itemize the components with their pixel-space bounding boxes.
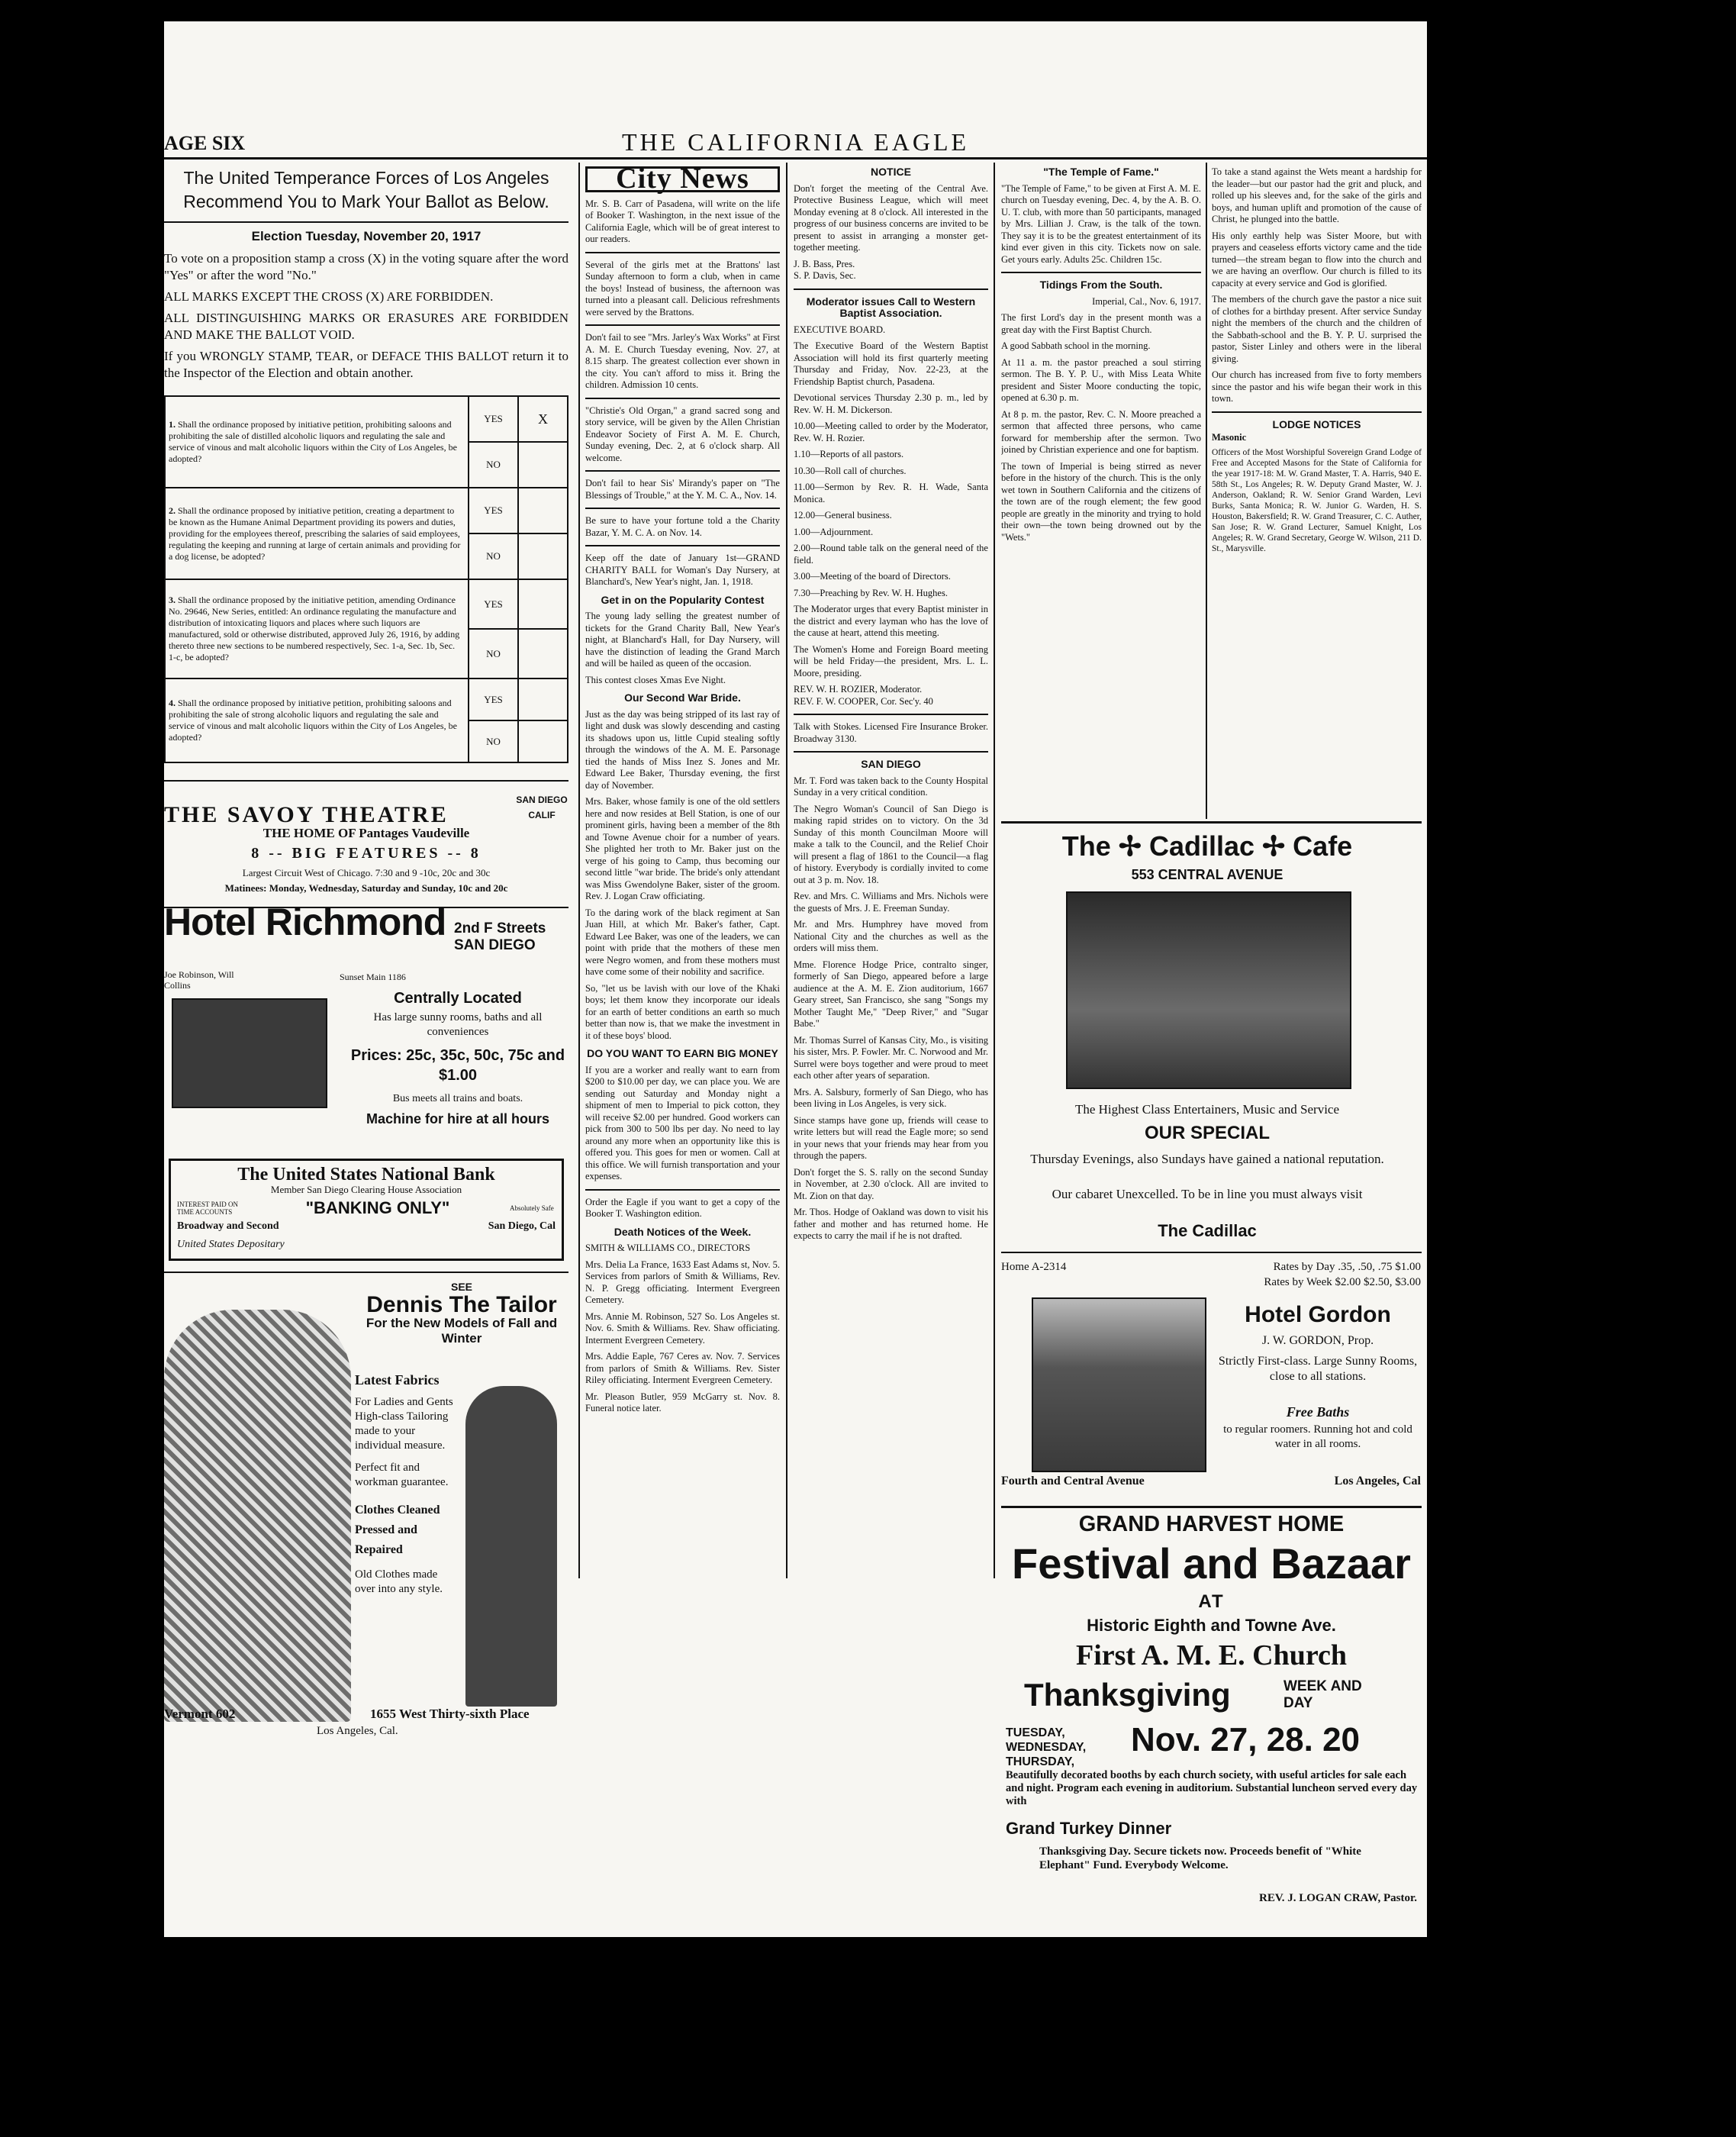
ballot-proposition: [165, 678, 469, 762]
column-divider: [994, 163, 995, 1578]
hotel-gordon-ad: [1001, 1252, 1422, 1504]
ballot-yes: YES: [469, 579, 518, 629]
news-paragraph: At 8 p. m. the pastor, Rev. C. N. Moore preached a sermon that affected three persons, who came forward for membership after the sermon. Two joined by Christian experience and one for baptism.: [1001, 408, 1201, 455]
news-paragraph: Our church has increased from five to forty members since the pastor and his wife began their work in this town.: [1212, 369, 1422, 404]
hotel-richmond-ad: [164, 901, 568, 1143]
page-header: [164, 105, 1427, 159]
temperance-title: The United Temperance Forces of Los Angeles Recommend You to Mark Your Ballot as Below.: [183, 168, 549, 211]
news-paragraph: Be sure to have your fortune told a the Charity Bazar, Y. M. C. A. on Nov. 14.: [585, 515, 780, 538]
divider: [585, 545, 780, 546]
divider: [585, 470, 780, 472]
festival-tickets: Thanksgiving Day. Secure tickets now. Proceeds benefit of "White Elephant" Fund. Everybody Welcome.: [1039, 1845, 1361, 1871]
news-paragraph: Mrs. Delia La France, 1633 East Adams st, Nov. 5. Services from parlors of Smith & Williams, Rev. N. P. Gregg officiating. Interment Evergreen Cemetery.: [585, 1259, 780, 1305]
cadillac-address: 553 CENTRAL AVENUE: [1131, 867, 1283, 882]
hotel-richmond-phone: Sunset Main 1186: [340, 972, 406, 982]
tailor-fit: Perfect fit and workman guarantee.: [355, 1462, 449, 1488]
news-paragraph: "The Temple of Fame," to be given at First A. M. E. church on Tuesday evening, Dec. 4, by the A. B. O. U. T. club, with more than 50 participants, managed by Mrs. Lillian J. Craw, is the talk of the town. They say it is to be the greatest entertainment of its kind ever given in this city. Tickets now on sale. Get yours early. Adults 25c. Children 15c.: [1001, 182, 1201, 265]
news-paragraph: Mrs. Annie M. Robinson, 527 So. Los Angeles st. Nov. 6. Smith & Williams. Rev. Shaw officiating. Interment Evergreen Cemetery.: [585, 1310, 780, 1346]
lodge-subheading: Masonic: [1212, 432, 1247, 443]
divider: [1001, 272, 1201, 273]
cadillac-special: OUR SPECIAL: [1144, 1123, 1270, 1143]
news-paragraph: Keep off the date of January 1st—GRAND CHARITY BALL for Woman's Day Nursery, at Blanchard's, New Year's night, Jan. 1, 1918.: [585, 553, 780, 587]
news-paragraph: SMITH & WILLIAMS CO., DIRECTORS: [585, 1243, 751, 1253]
hotel-richmond-bus: Bus meets all trains and boats.: [392, 1093, 523, 1104]
moderator-headline: Moderator issues Call to Western Baptist Association.: [806, 295, 976, 319]
column-divider: [578, 163, 580, 1578]
hotel-richmond-machine: Machine for hire at all hours: [366, 1111, 550, 1127]
ballot-no: NO: [469, 533, 518, 579]
tailor-city: Los Angeles, Cal.: [317, 1725, 398, 1737]
header-rule: [164, 157, 1427, 160]
news-paragraph: Don't forget the S. S. rally on the second Sunday in November, at 2.30 o'clock. All are invited to Mt. Zion on that day.: [794, 1166, 988, 1201]
tidings-headline: Tidings From the South.: [1039, 279, 1163, 291]
ballot-number: 3.: [169, 595, 176, 605]
hotel-richmond-location: Centrally Located: [394, 990, 522, 1007]
bank-address: Broadway and Second: [177, 1220, 279, 1232]
ballot-instructions: ALL DISTINGUISHING MARKS OR ERASURES ARE FORBIDDEN AND MAKE THE BALLOT VOID.: [164, 311, 568, 342]
cadillac-line4: The Cadillac: [1158, 1221, 1257, 1240]
divider: [1001, 1252, 1422, 1253]
man-illustration: [465, 1386, 557, 1707]
divider: [164, 1272, 568, 1273]
savoy-features: 8 -- BIG FEATURES -- 8: [251, 845, 482, 862]
hotel-richmond-rooms: Has large sunny rooms, baths and all conveniences: [373, 1011, 543, 1038]
bank-depositary: United States Depositary: [177, 1239, 285, 1250]
news-paragraph: Mr. Thomas Surrel of Kansas City, Mo., is visiting his sister, Mrs. P. Fowler. Mr. C. Norwood and Mr. Surrel were boys together and were proud to meet each other after years of separation.: [794, 1034, 988, 1081]
news-paragraph: The Women's Home and Foreign Board meeting will be held Friday—the president, Mrs. L. L. Moore, presiding.: [794, 643, 988, 678]
divider: [585, 398, 780, 399]
festival-thanksgiving: Thanksgiving: [1024, 1677, 1231, 1713]
signature: REV. W. H. ROZIER, Moderator.: [794, 684, 923, 695]
column-divider: [786, 163, 787, 1578]
news-paragraph: 1.10—Reports of all pastors.: [794, 449, 904, 459]
news-paragraph: The Executive Board of the Western Baptist Association will hold its first quarterly meeting Thursday and Friday, Nov. 22-23, at the Friendship Baptist church, Pasadena.: [794, 340, 988, 387]
tailor-old: Old Clothes made over into any style.: [355, 1568, 443, 1595]
news-paragraph: The first Lord's day in the present month was a great day with the First Baptist Church.: [1001, 312, 1201, 335]
dateline: Imperial, Cal., Nov. 6, 1917.: [1092, 295, 1201, 307]
ballot-instructions: If you WRONGLY STAMP, TEAR, or DEFACE THIS BALLOT return it to the Inspector of the Election and obtain another.: [164, 349, 568, 380]
hotel-richmond-owners: Joe Robinson, Will Collins: [164, 969, 234, 991]
ballot-no: NO: [469, 720, 518, 762]
ballot-row: [165, 678, 568, 720]
news-paragraph: So, "let us be lavish with our love of the Khaki boys; let them know they incorporate our ideals for an earth of better conditions an earth so much better than now is, that we make the investment in it of these boys' blood.: [585, 982, 780, 1041]
ballot-yes: YES: [469, 678, 518, 720]
news-paragraph: The young lady selling the greatest number of tickets for the Grand Charity Ball, New Year's night, at Blanchard's Hall, for Day Nursery, will have the distinction of leading the Grand March and will be hailed as queen of the occasion.: [585, 611, 780, 669]
ballot-proposition-text: Shall the ordinance proposed by initiative petition, prohibiting saloons and prohibiting the sale of distilled alcoholic liquors and regulating the sale and service of vinous and malt alcoholic liquors within the City of Los Angeles, be adopted?: [169, 419, 457, 464]
news-paragraph: At 11 a. m. the pastor preached a soul stirring sermon. The B. Y. P. U., with Miss Leata White president and Sister Moore conducting the topic, opened at 6.30 p. m.: [1001, 356, 1201, 403]
news-paragraph: Devotional services Thursday 2.30 p. m., led by Rev. W. H. M. Dickerson.: [794, 392, 988, 415]
divider: [585, 508, 780, 509]
news-paragraph: Several of the girls met at the Brattons' last Sunday afternoon to form a club, when in came the boys! Instead of business, the afternoon was turned into a pleasant call. Delicious refreshments were served by the Brattons.: [585, 259, 780, 317]
ballot-no: NO: [469, 629, 518, 678]
ballot-proposition: [165, 579, 469, 678]
gordon-prop: J. W. GORDON, Prop.: [1261, 1334, 1374, 1347]
subheading: EXECUTIVE BOARD.: [794, 324, 886, 335]
gordon-name: Hotel Gordon: [1245, 1302, 1391, 1327]
ballot-proposition: [165, 488, 469, 579]
festival-line1: GRAND HARVEST HOME: [1078, 1512, 1345, 1536]
ballot-yes: YES: [469, 396, 518, 442]
bank-city: San Diego, Cal: [488, 1220, 556, 1232]
festival-week: WEEK AND DAY: [1283, 1678, 1362, 1711]
temple-of-fame-headline: "The Temple of Fame.": [1043, 166, 1159, 178]
festival-church: First A. M. E. Church: [1075, 1639, 1348, 1671]
lodge-notices-headline: LODGE NOTICES: [1272, 417, 1361, 430]
bank-safe: Absolutely Safe: [509, 1204, 554, 1212]
ballot-proposition: [165, 396, 469, 488]
bank-name: The United States National Bank: [237, 1165, 495, 1185]
news-paragraph: Rev. and Mrs. C. Williams and Mrs. Nichols were the guests of Mrs. J. E. Freeman Sunday.: [794, 891, 988, 914]
news-paragraph: Mr. Thos. Hodge of Oakland was down to visit his father and mother and has returned home. He expects to carry the mail if he is not drafted.: [794, 1207, 988, 1241]
san-diego-headline: SAN DIEGO: [861, 758, 921, 770]
savoy-matinee: Matinees: Monday, Wednesday, Saturday and Sunday, 10c and 20c: [224, 882, 508, 894]
gordon-rates-week: Rates by Week $2.00 $2.50, $3.00: [1264, 1276, 1421, 1288]
tailor-phone: Vermont 602: [164, 1707, 236, 1721]
festival-bazaar-ad: [1001, 1506, 1422, 1815]
news-paragraph: 12.00—General business.: [794, 510, 892, 521]
cadillac-line1: The Highest Class Entertainers, Music and Service: [1074, 1102, 1340, 1117]
election-date: Election Tuesday, November 20, 1917: [251, 229, 482, 243]
gordon-desc: Strictly First-class. Large Sunny Rooms, close to all stations.: [1218, 1355, 1418, 1383]
cadillac-name: The ✢ Cadillac ✢ Cafe: [1061, 830, 1353, 862]
news-paragraph: 1.00—Adjournment.: [794, 526, 874, 537]
news-paragraph: 11.00—Sermon by Rev. R. H. Wade, Santa Monica.: [794, 482, 988, 504]
divider: [585, 252, 780, 253]
news-paragraph: 3.00—Meeting of the board of Directors.: [794, 571, 951, 582]
savoy-subtitle: THE HOME OF Pantages Vaudeville: [262, 826, 470, 840]
news-paragraph: "Christie's Old Organ," a grand sacred song and story service, will be given by the Allen Christian Endeavor Society of First A. M. E. Church, Sunday evening, Dec. 2, at 6 o'clock sharp. All welcome.: [585, 405, 780, 463]
news-paragraph: Don't fail to see "Mrs. Jarley's Wax Works" at First A. M. E. Church Tuesday evening, Nov. 27, at 8.15 sharp. The greatest collection ever shown in the city. You can't afford to miss it. Bring the children. Admission 10 cents.: [585, 332, 780, 390]
news-paragraph: The members of the church gave the pastor a nice suit of clothes for a birthday present. After service Sunday night the members of the church and the children of the Sabbath-school and the B. Y. P. U. surprised the pastor, Sister Linley and others were in the liberal giving.: [1212, 294, 1422, 364]
tailor-clothes: Clothes Cleaned Pressed and Repaired: [355, 1504, 440, 1556]
ballot-row: [165, 488, 568, 533]
divider: [1001, 1506, 1422, 1508]
news-paragraph: Mme. Florence Hodge Price, contralto singer, formerly of San Diego, appeared before a large audience at the A. M. E. Zion auditorium, 1667 Geary street, San Francisco, she sang "Songs my Mother Taught Me," "Deep River," and "Sugar Babe.": [794, 959, 988, 1029]
gordon-city: Los Angeles, Cal: [1334, 1475, 1421, 1488]
news-paragraph: Mrs. Addie Eaple, 767 Ceres av. Nov. 7. Services from parlors of Smith & Williams. Rev. Sister Riley officiating. Interment Evergreen Cemetery.: [585, 1351, 780, 1385]
news-paragraph: Order the Eagle if you want to get a copy of the Booker T. Washington edition.: [585, 1196, 780, 1219]
divider: [164, 221, 568, 223]
tailor-models: For the New Models of Fall and Winter: [366, 1316, 558, 1346]
divider: [794, 751, 988, 753]
signature: REV. F. W. COOPER, Cor. Sec'y. 40: [794, 695, 933, 707]
sample-ballot: [164, 395, 568, 763]
ballot-no: NO: [469, 442, 518, 488]
gordon-baths-desc: to regular roomers. Running hot and cold water in all rooms.: [1223, 1423, 1412, 1450]
ballot-row: [165, 396, 568, 442]
festival-days: TUESDAY, WEDNESDAY, THURSDAY,: [1006, 1726, 1087, 1768]
gordon-address: Fourth and Central Avenue: [1001, 1475, 1145, 1488]
ballot-instructions: ALL MARKS EXCEPT THE CROSS (X) ARE FORBIDDEN.: [164, 289, 494, 304]
city-news-banner: City News: [585, 166, 780, 192]
ballot-proposition-text: Shall the ordinance proposed by initiative petition, prohibiting saloons and prohibiting the sale of strong alcoholic liquors and regulating the sale and service of vinous and malt alcoholic liquors within the City of Los Angeles, be adopted?: [169, 698, 457, 743]
bank-member: Member San Diego Clearing House Association: [270, 1184, 462, 1195]
ballot-proposition-text: Shall the ordinance proposed by the initiative petition, amending Ordinance No. 29646, New Series, entitled: An ordinance regulating the manufacture and distribution of intoxicating liquors and places where such liquors are manufactured, sold or otherwise distributed, approved July 26, 1916, by adding thereto three new sections to be numbered respectively, Sec. 1-a, Sec. 1b, Sec. 1-c, be adopted?: [169, 595, 460, 662]
ballot-row: [165, 579, 568, 629]
column-city-news: [585, 166, 780, 1929]
bank-interest: INTEREST PAID ON TIME ACCOUNTS: [177, 1201, 239, 1216]
cadillac-line2: Thursday Evenings, also Sundays have gained a national reputation.: [1030, 1152, 1384, 1166]
hotel-richmond-prices: Prices: 25c, 35c, 50c, 75c and $1.00: [350, 1047, 565, 1084]
column-church: [1212, 166, 1422, 815]
ballot-yes: YES: [469, 488, 518, 533]
ballot-mark: [518, 533, 568, 579]
festival-bazaar-ad-continued: [1001, 1819, 1422, 1933]
ballot-number: 2.: [169, 504, 176, 516]
savoy-circuit: Largest Circuit West of Chicago. 7:30 and 9 -10c, 20c and 30c: [242, 867, 491, 878]
news-paragraph: 2.00—Round table talk on the general need of the field.: [794, 543, 988, 566]
news-paragraph: Mrs. Baker, whose family is one of the old settlers here and now resides at Bell Station, is one of our prominent girls, having been a member of the 8th and Towne Avenue choir for a number of years. She plighted her troth to Mr. Baker just on the verge of his going to Camp, thus becoming our second little "war bride. The bride's only attendant was Miss Gwendolyne Baker, sister of the groom. Rev. J. Logan Craw officiating.: [585, 796, 780, 901]
news-paragraph: Mr. S. B. Carr of Pasadena, will write on the life of Booker T. Washington, in the next issue of the California Eagle, which will be of great interest to our readers.: [585, 198, 780, 244]
column-ads-left: [164, 166, 568, 1937]
divider: [1212, 411, 1422, 413]
notice-headline: NOTICE: [871, 166, 911, 178]
festival-description: Beautifully decorated booths by each church society, with useful articles for sale each and night. Program each evening in auditorium. Substantial luncheon served every day with: [1006, 1769, 1418, 1807]
divider: [1001, 821, 1422, 824]
cadillac-cafe-ad: [1001, 821, 1422, 1249]
news-paragraph: Since stamps have gone up, friends will cease to write letters but will read the Eagle more; so send in your news that your friends may hear from you through the papers.: [794, 1114, 988, 1161]
tailor-ladies: For Ladies and Gents High-class Tailoring made to your individual measure.: [355, 1396, 453, 1452]
hotel-richmond-name: Hotel Richmond: [164, 901, 446, 943]
ballot-instructions: To vote on a proposition stamp a cross (X) in the voting square after the word "Yes" or after the word "No.": [164, 251, 568, 282]
news-paragraph: 10.30—Roll call of churches.: [794, 465, 907, 476]
death-notices-headline: Death Notices of the Week.: [614, 1225, 752, 1238]
gordon-baths: Free Baths: [1286, 1404, 1350, 1420]
signature: S. P. Davis, Sec.: [794, 270, 856, 281]
festival-dinner: Grand Turkey Dinner: [1006, 1819, 1172, 1838]
news-paragraph: Mrs. A. Salsbury, formerly of San Diego, who has been living in Los Angeles, is very sick.: [794, 1086, 988, 1109]
cadillac-interior-photo: [1066, 891, 1351, 1089]
ballot-mark: [518, 678, 568, 720]
festival-location: Historic Eighth and Towne Ave.: [1087, 1616, 1336, 1635]
news-paragraph: 7.30—Preaching by Rev. W. H. Hughes.: [794, 587, 948, 598]
savoy-city: SAN DIEGO CALIF: [516, 795, 568, 820]
news-paragraph: Just as the day was being stripped of its last ray of light and dusk was slowly descending and casting its shadows upon us, little Cupid stealing softly through the windows of the A. M. E. Parsonage tied the hands of Miss Inez S. Jones and Mr. Edward Lee Baker, Thursday evening, the first day of November.: [585, 708, 780, 791]
festival-dates: Nov. 27, 28. 20: [1131, 1721, 1361, 1758]
tailor-address: 1655 West Thirty-sixth Place: [370, 1707, 530, 1721]
woman-illustration: [164, 1310, 351, 1722]
ballot-mark: [518, 488, 568, 533]
news-paragraph: Mr. T. Ford was taken back to the County Hospital Sunday in a very critical condition.: [794, 775, 988, 798]
gordon-phone: Home A-2314: [1001, 1261, 1067, 1273]
news-paragraph: If you are a worker and really want to earn from $200 to $10.00 per day, we can place you. We are sending out Saturday and Monday night a shipment of men to Imperial to pick cotton, they will receive $2.00 per hundred. Good workers can pick from 300 to 500 lbs per day. No need to lay around any more when an opportunity like this is offered you. This goes for men or women. Call at this office. We will furnish transportation and your expenses.: [585, 1064, 780, 1181]
news-paragraph: Mr. Pleason Butler, 959 McGarry st. Nov. 8. Funeral notice later.: [585, 1391, 780, 1413]
ballot-mark: X: [518, 396, 568, 442]
news-paragraph: The Moderator urges that every Baptist minister in the district and every layman who has the love of the cause at heart, attend this meeting.: [794, 604, 988, 638]
signature: J. B. Bass, Pres.: [794, 258, 855, 269]
news-paragraph: A good Sabbath school in the morning.: [1001, 340, 1151, 351]
tailor-latest: Latest Fabrics: [355, 1372, 440, 1388]
masthead: THE CALIFORNIA EAGLE: [621, 128, 970, 156]
tailor-name: Dennis The Tailor: [366, 1292, 557, 1317]
ballot-mark: [518, 720, 568, 762]
news-paragraph: To take a stand against the Wets meant a hardship for the leader—but our pastor had the grit and pluck, and rolled up his sleeves and, for the sake of the girls and boys, and human uplift and promotion of the cause of Christ, he plunged into the battle.: [1212, 166, 1422, 224]
hotel-gordon-photo: [1032, 1297, 1206, 1472]
festival-at: AT: [1198, 1591, 1225, 1612]
divider: [794, 288, 988, 290]
money-headline: DO YOU WANT TO EARN BIG MONEY: [587, 1047, 778, 1059]
ballot-mark: [518, 579, 568, 629]
festival-line2: Festival and Bazaar: [1012, 1539, 1411, 1587]
news-paragraph: Talk with Stokes. Licensed Fire Insurance Broker. Broadway 3130.: [794, 721, 988, 744]
hotel-richmond-photo: [172, 998, 327, 1108]
dennis-tailor-ad: [164, 1279, 568, 1737]
ballot-mark: [518, 629, 568, 678]
popularity-headline: Get in on the Popularity Contest: [601, 593, 765, 606]
bank-banking-only: "BANKING ONLY": [305, 1198, 450, 1217]
column-notices: [794, 166, 988, 1929]
news-paragraph: The town of Imperial is being stirred as never before in the history of the church. This is the only wet town in Southern California and the citizens of the town are of the rough element; the few good people are greatly in the minority and trying to hold their own—the town being drowned out by the "Wets.": [1001, 460, 1201, 543]
ballot-proposition-text: Shall the ordinance proposed by initiative petition, creating a department to be known as the Humane Animal Department providing its powers and duties, providing for the employees thereof, prescribing the salaries of said employees, regulating the keeping and running at large of certain animals and providing for a dog license, be adopted?: [169, 504, 461, 562]
newspaper-page: [164, 21, 1427, 1937]
page-number: AGE SIX: [164, 132, 246, 154]
savoy-theatre-ad: [164, 788, 568, 901]
news-paragraph: Don't forget the meeting of the Central Ave. Protective Business League, which will meet Monday evening at 8 o'clock. All interested in the progress of our business concerns are invited to be present to assist in arranging a monster get-together meeting.: [794, 182, 988, 253]
news-paragraph: This contest closes Xmas Eve Night.: [585, 674, 726, 685]
tailor-see: SEE: [450, 1281, 472, 1293]
news-paragraph: Don't fail to hear Sis' Mirandy's paper on "The Blessings of Trouble," at the Y. M. C. A., Nov. 14.: [585, 478, 780, 501]
column-fame: [1001, 166, 1201, 815]
war-bride-headline: Our Second War Bride.: [624, 691, 741, 704]
divider: [164, 780, 568, 782]
column-divider: [1206, 163, 1207, 819]
news-paragraph: The Negro Woman's Council of San Diego is making rapid strides on to victory. On the 3d Sunday of this month Councilman Moore will make a talk to the Council, and the Relief Choir will present a flag of 1861 to the Council—a flag of history. Everybody is cordially invited to come out at 3 p. m. Nov. 18.: [794, 803, 988, 885]
gordon-rates-day: Rates by Day .35, .50, .75 $1.00: [1273, 1261, 1421, 1273]
news-paragraph: Officers of the Most Worshipful Sovereign Grand Lodge of Free and Accepted Masons for the State of California for the year 1917-18: M. W. Grand Master, T. A. Harris, 940 E. 58th St., Los Angeles; R. W. Deputy Grand Master, W. J. Anderson, Oakland; R. W. Senior Grand Warden, Levi Burks, Santa Monica; R. W. Junior G. Warden, H. S. Houston, Bakersfield; R. W. Grand Treasurer, C. C. Auther, San Jose; R. W. Grand Lecturer, Samuel Knight, Los Angeles; R. W. Grand Secretary, George W. Wilson, 211 D. St., Marysville.: [1212, 447, 1422, 553]
divider: [794, 714, 988, 715]
news-paragraph: Mr. and Mrs. Humphrey have moved from National City and the churches as well as the orders will miss them.: [794, 919, 988, 953]
festival-pastor: REV. J. LOGAN CRAW, Pastor.: [1259, 1892, 1417, 1904]
divider: [585, 1189, 780, 1191]
news-paragraph: His only earthly help was Sister Moore, but with prayers and ceaseless efforts victory came and the tide turned—the stream began to flow into the church and we are having an overflow. Our church is filled to its capacity at every service and God is glorified.: [1212, 230, 1422, 288]
ballot-mark: [518, 442, 568, 488]
hotel-richmond-address: 2nd F Streets SAN DIEGO: [454, 920, 546, 953]
cadillac-line3: Our cabaret Unexcelled. To be in line you must always visit: [1052, 1187, 1363, 1201]
ballot-number: 1.: [169, 419, 176, 430]
news-paragraph: 10.00—Meeting called to order by the Moderator, Rev. W. H. Rozier.: [794, 421, 988, 443]
savoy-title: THE SAVOY THEATRE: [164, 802, 449, 827]
news-paragraph: To the daring work of the black regiment at San Juan Hill, at which Mr. Baker's father, Capt. Edward Lee Baker, was one of the leaders, we can point with pride that the mothers of these men were Negro women, and from these mothers must have come some of their nobility and sacrifice.: [585, 907, 780, 977]
divider: [585, 324, 780, 326]
national-bank-ad: [169, 1159, 564, 1261]
ballot-number: 4.: [169, 698, 176, 708]
